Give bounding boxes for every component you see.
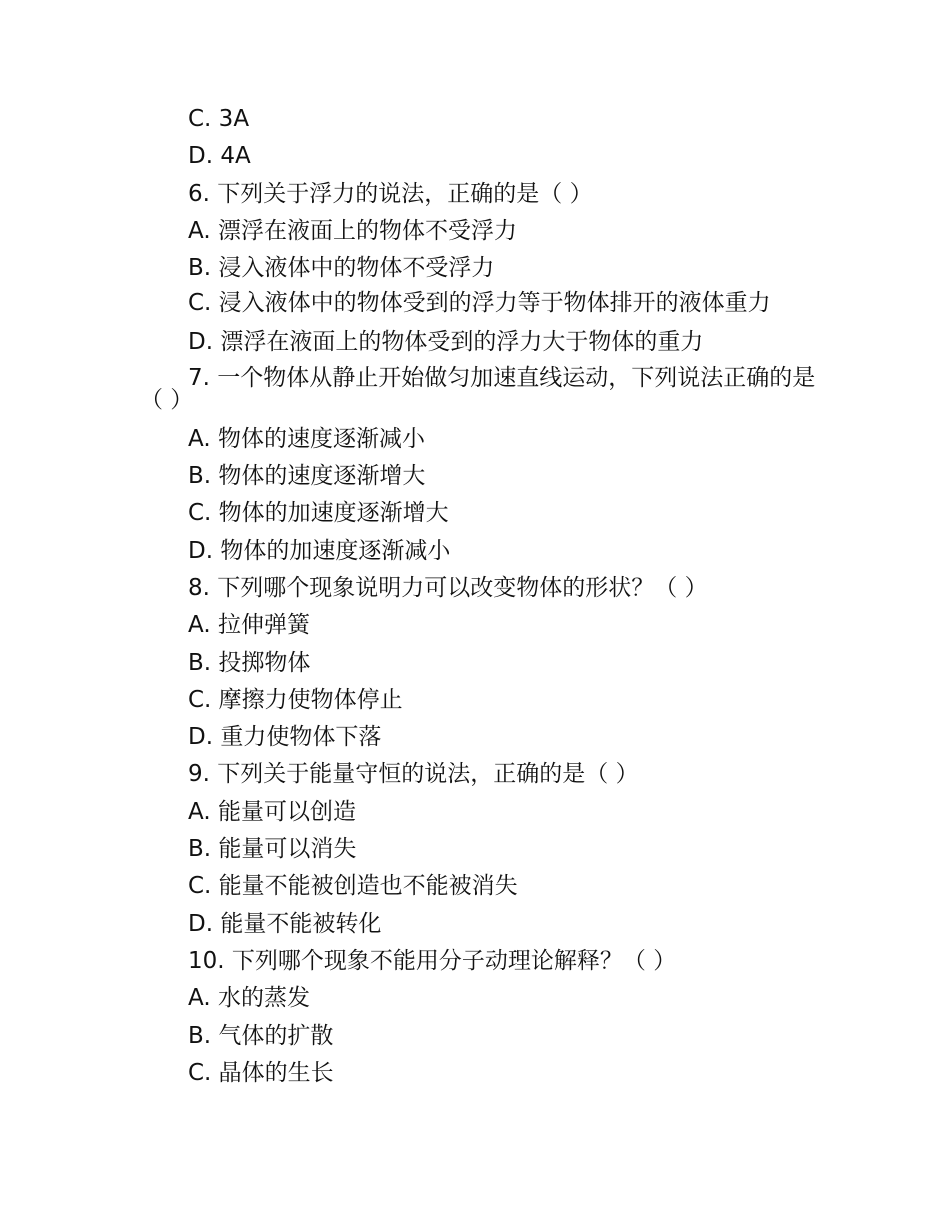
- question-9: 9. 下列关于能量守恒的说法，正确的是（ ）: [188, 761, 639, 788]
- option-b-q10: B. 气体的扩散: [188, 1022, 334, 1049]
- option-c-q5: C. 3A: [188, 106, 250, 132]
- option-b-q6: B. 浸入液体中的物体不受浮力: [188, 255, 495, 282]
- question-6: 6. 下列关于浮力的说法，正确的是（ ）: [188, 180, 593, 207]
- option-b-q7: B. 物体的速度逐渐增大: [188, 463, 426, 490]
- question-8: 8. 下列哪个现象说明力可以改变物体的形状？（ ）: [188, 574, 708, 601]
- option-c-q8: C. 摩擦力使物体停止: [188, 686, 403, 713]
- option-c-q10: C. 晶体的生长: [188, 1059, 334, 1086]
- option-b-q9: B. 能量可以消失: [188, 836, 357, 863]
- option-a-q10: A. 水的蒸发: [188, 985, 310, 1012]
- option-c-q9: C. 能量不能被创造也不能被消失: [188, 873, 518, 900]
- option-c-q6: C. 浸入液体中的物体受到的浮力等于物体排开的液体重力: [188, 290, 771, 317]
- question-10: 10. 下列哪个现象不能用分子动理论解释？（ ）: [188, 947, 677, 974]
- option-d-q9: D. 能量不能被转化: [188, 910, 382, 937]
- option-d-q8: D. 重力使物体下落: [188, 724, 382, 751]
- option-a-q9: A. 能量可以创造: [188, 798, 356, 825]
- question-text-block: [140, 101, 820, 1092]
- option-d-q7: D. 物体的加速度逐渐减小: [188, 537, 451, 564]
- option-a-q8: A. 拉伸弹簧: [188, 612, 310, 639]
- option-a-q6: A. 漂浮在液面上的物体不受浮力: [188, 217, 517, 244]
- option-d-q5: D. 4A: [188, 143, 251, 170]
- option-c-q7: C. 物体的加速度逐渐增大: [188, 500, 449, 527]
- question-7: 7. 一个物体从静止开始做匀加速直线运动，下列说法正确的是（ ）: [140, 364, 816, 413]
- option-b-q8: B. 投掷物体: [188, 649, 311, 676]
- option-d-q6: D. 漂浮在液面上的物体受到的浮力大于物体的重力: [188, 329, 704, 356]
- option-a-q7: A. 物体的速度逐渐减小: [188, 425, 425, 452]
